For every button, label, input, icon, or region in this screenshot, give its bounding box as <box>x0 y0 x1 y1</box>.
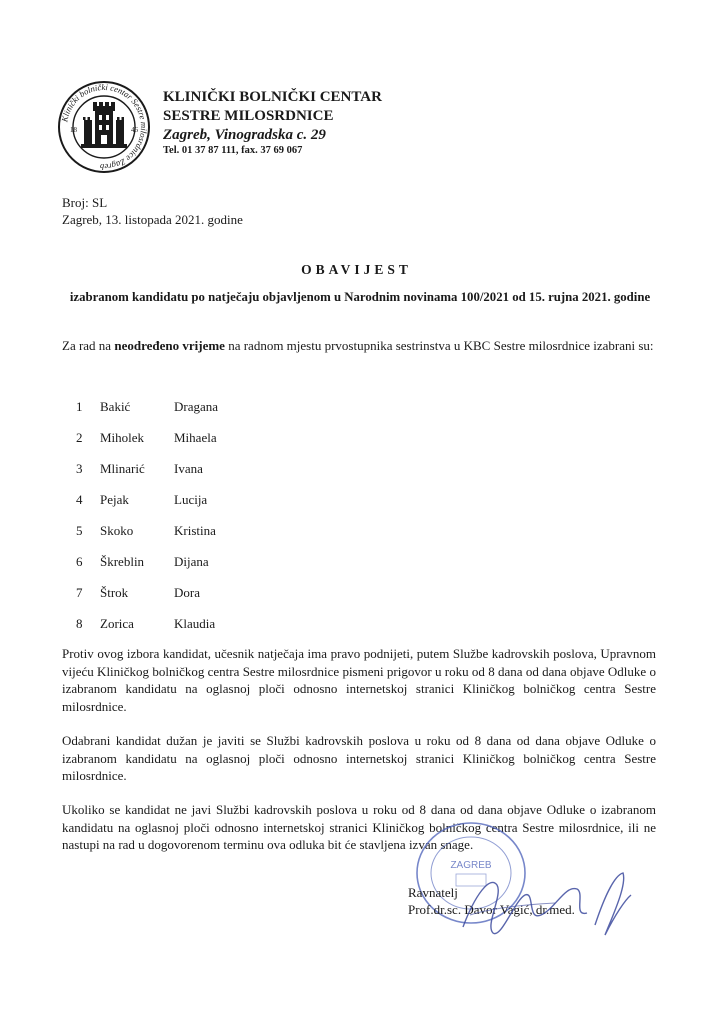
candidate-name: Mihaela <box>174 430 217 445</box>
stamp-text: ZAGREB <box>450 860 492 871</box>
intro-text-end: na radnom mjestu prvostupnika sestrinstva u KBC Sestre milosrdnice izabrani su: <box>224 338 654 353</box>
institution-contact: Tel. 01 37 87 111, fax. 37 69 067 <box>163 145 303 156</box>
candidate-number: 7 <box>76 585 83 600</box>
document-subtitle: izabranom kandidatu po natječaju objavljenom u Narodnim novinama 100/2021 od 15. rujna 2021. godine <box>69 290 651 304</box>
candidate-surname: Zorica <box>100 616 134 631</box>
candidate-surname: Skoko <box>100 523 134 538</box>
reporting-paragraph: Odabrani kandidat dužan je javiti se Službi kadrovskih poslova u roku od 8 dana od dana objave Odluke o izabranom kandidatu na oglasnoj ploči odnosno internetskoj stranici Kliničkog bolničkog centra Sestre milosrdnice. <box>62 733 656 784</box>
candidate-number: 8 <box>76 616 83 631</box>
signatory-role: Ravnatelj <box>408 885 458 900</box>
candidate-number: 2 <box>76 430 83 445</box>
candidate-number: 1 <box>76 399 83 414</box>
intro-paragraph <box>62 337 656 355</box>
annulment-paragraph: Ukoliko se kandidat ne javi Službi kadrovskih poslova u roku od 8 dana od dana objave Odluke o izabranom kandidatu na oglasnoj ploči odnosno internetskoj stranici Kliničkog bolničkog centra Sestre milosrdnice, ili ne nastupi na rad u dogovorenom terminu ova odluka bit će stavljena izvan snage. <box>62 802 656 853</box>
document-title: OBAVIJEST <box>301 262 412 277</box>
candidate-number: 4 <box>76 492 83 507</box>
candidate-number: 6 <box>76 554 83 569</box>
institution-address: Zagreb, Vinogradska c. 29 <box>163 127 326 143</box>
institution-name-line2: SESTRE MILOSRDNICE <box>163 108 334 124</box>
candidate-surname: Miholek <box>100 430 145 445</box>
intro-text-start: Za rad na <box>62 338 115 353</box>
handwritten-signature <box>455 855 635 945</box>
document-date: Zagreb, 13. listopada 2021. godine <box>62 212 243 227</box>
candidate-name: Dragana <box>174 399 219 414</box>
candidate-name: Kristina <box>174 523 216 538</box>
candidate-name: Dijana <box>174 554 209 569</box>
hospital-seal-logo <box>57 80 151 174</box>
seal-year-left: 18 <box>70 126 77 134</box>
signatory-name: Prof.dr.sc. Davor Vagić, dr.med. <box>408 902 575 917</box>
candidate-surname: Mlinarić <box>100 461 145 476</box>
candidate-surname: Škreblin <box>100 554 145 569</box>
candidate-name: Klaudia <box>174 616 216 631</box>
candidate-surname: Pejak <box>100 492 129 507</box>
intro-bold-text: neodređeno vrijeme <box>114 338 225 353</box>
candidate-name: Lucija <box>174 492 208 507</box>
candidate-number: 5 <box>76 523 83 538</box>
candidate-name: Dora <box>174 585 200 600</box>
objection-paragraph: Protiv ovog izbora kandidat, učesnik natječaja ima pravo podnijeti, putem Službe kadrovskih poslova, Upravnom vijeću Kliničkog bolničkog centra Sestre milosrdnice pismeni prigovor u roku od 8 dana od dana objave Odluke o izabranom kandidatu na oglasnoj ploči odnosno internetskoj stranici Kliničkog bolničkog centra Sestre milosrdnice. <box>62 646 656 714</box>
candidate-surname: Štrok <box>100 585 129 600</box>
reference-number: Broj: SL <box>62 195 108 210</box>
seal-year-right: 46 <box>131 126 138 134</box>
candidate-number: 3 <box>76 461 83 476</box>
candidate-name: Ivana <box>174 461 203 476</box>
candidate-surname: Bakić <box>100 399 131 414</box>
seal-ring-text: Klinički bolnički centar Sestre milosrdnice Zagreb <box>59 81 150 173</box>
institution-name-line1: KLINIČKI BOLNIČKI CENTAR <box>163 89 382 105</box>
